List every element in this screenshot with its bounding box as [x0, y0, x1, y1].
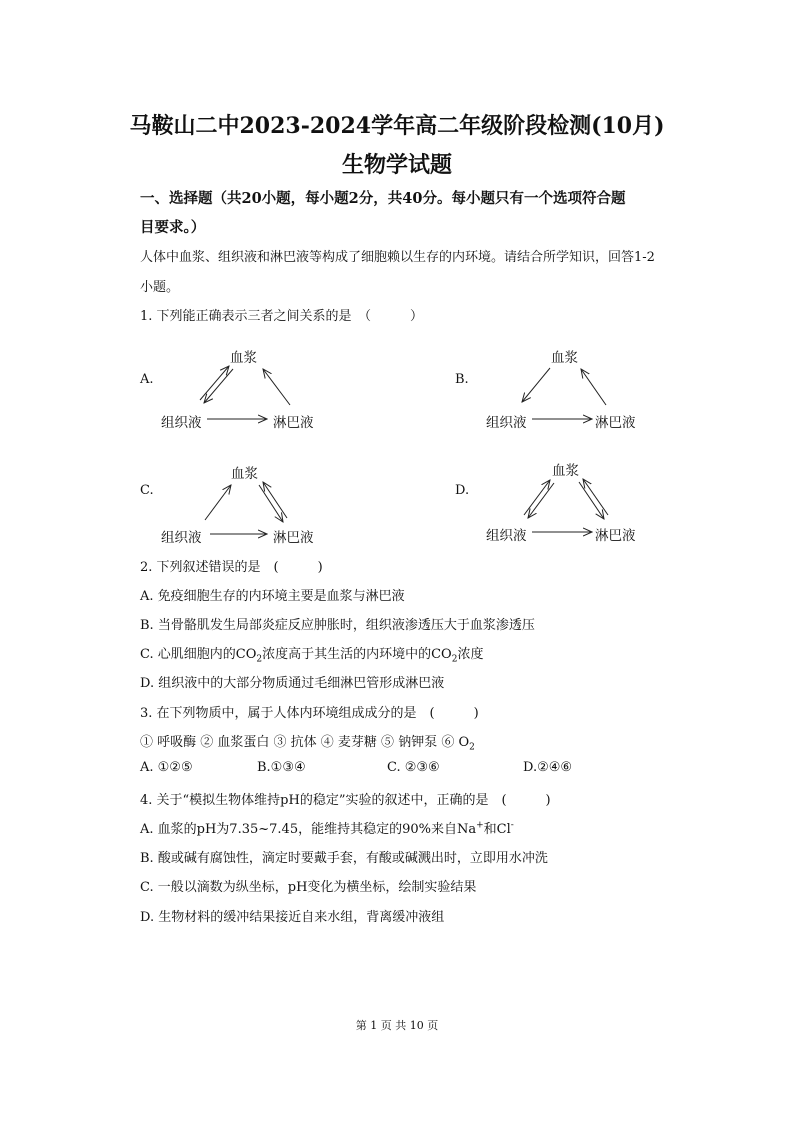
q1-option-a-label: A.	[140, 372, 154, 387]
arrow-lymph-to-plasma	[583, 479, 608, 515]
node-lymph: 淋巴液	[595, 415, 636, 431]
arrow-plasma-to-tissue	[204, 369, 233, 403]
arrow-plasma-to-tissue	[528, 483, 554, 518]
q3-option-a: A. ①②⑤	[140, 760, 193, 775]
q3-stem: 3. 在下列物质中，属于人体内环境组成成分的是 ( )	[140, 706, 479, 721]
arrow-lymph-to-plasma	[581, 369, 606, 405]
q2-stem: 2. 下列叙述错误的是 ( )	[140, 560, 323, 575]
section-heading-line2: 目要求。）	[140, 219, 206, 236]
arrow-lymph-to-plasma	[263, 369, 290, 405]
q1-option-c-label: C.	[140, 483, 154, 498]
q4-stem: 4. 关于“模拟生物体维持pH的稳定”实验的叙述中，正确的是 ( )	[140, 793, 551, 808]
arrow-tissue-to-plasma	[200, 366, 229, 400]
arrow-tissue-to-plasma	[524, 480, 550, 515]
q2-option-c: C. 心肌细胞内的$CO_2$浓度高于其生活的内环境中的$CO_2$浓度	[140, 647, 484, 665]
node-tissue-fluid: 组织液	[486, 528, 527, 544]
node-lymph: 淋巴液	[595, 528, 636, 544]
arrow-plasma-to-tissue	[522, 368, 550, 402]
q4-option-c: C. 一般以滴数为纵坐标，pH变化为横坐标，绘制实验结果	[140, 880, 477, 895]
arrow-plasma-to-lymph	[579, 482, 604, 519]
node-tissue-fluid: 组织液	[161, 415, 202, 431]
node-plasma: 血浆	[552, 463, 579, 479]
node-tissue-fluid: 组织液	[486, 415, 527, 431]
arrow-plasma-to-lymph	[259, 485, 283, 522]
exam-title: 马鞍山二中2023-2024学年高二年级阶段检测(10月)	[129, 113, 665, 139]
node-plasma: 血浆	[230, 350, 257, 366]
q3-items: ① 呼吸酶 ② 血浆蛋白 ③ 抗体 ④ 麦芽糖 ⑤ 钠钾泵 ⑥ $O_2$	[140, 735, 475, 753]
intro-line1: 人体中血浆、组织液和淋巴液等构成了细胞赖以生存的内环境。请结合所学知识，回答1-2	[140, 250, 655, 265]
q1-option-d-diagram	[480, 455, 680, 555]
q1-option-b-diagram	[480, 342, 680, 442]
intro-line2: 小题。	[140, 280, 180, 295]
q3-option-c: C. ②③⑥	[387, 760, 440, 775]
q1-option-a-diagram	[155, 342, 355, 442]
q4-option-b: B. 酸或碱有腐蚀性，滴定时要戴手套，有酸或碱溅出时，立即用水冲洗	[140, 851, 548, 866]
arrow-tissue-to-plasma	[205, 485, 231, 520]
node-plasma: 血浆	[231, 466, 258, 482]
q1-option-b-label: B.	[455, 372, 469, 387]
q1-option-d-label: D.	[455, 483, 470, 498]
q1-option-c-diagram	[155, 458, 355, 558]
q2-option-d: D. 组织液中的大部分物质通过毛细淋巴管形成淋巴液	[140, 676, 445, 691]
section-heading-line1: 一、选择题（共20小题，每小题2分，共40分。每小题只有一个选项符合题	[140, 190, 626, 207]
q2-option-a: A. 免疫细胞生存的内环境主要是血浆与淋巴液	[140, 589, 405, 604]
node-plasma: 血浆	[551, 350, 578, 366]
q4-option-d: D. 生物材料的缓冲结果接近自来水组，背离缓冲液组	[140, 910, 445, 925]
node-lymph: 淋巴液	[273, 530, 314, 546]
q3-option-b: B.①③④	[257, 760, 306, 775]
arrow-lymph-to-plasma	[263, 482, 287, 518]
node-tissue-fluid: 组织液	[161, 530, 202, 546]
exam-subtitle: 生物学试题	[341, 152, 452, 178]
page-footer: 第 1 页 共 10 页	[355, 1019, 439, 1032]
q1-stem: 1. 下列能正确表示三者之间关系的是 （ ）	[140, 309, 424, 324]
node-lymph: 淋巴液	[273, 415, 314, 431]
q4-option-a: A. 血浆的pH为7.35~7.45，能维持其稳定的90%来自Na+和Cl-	[140, 820, 514, 837]
q2-option-b: B. 当骨骼肌发生局部炎症反应肿胀时，组织液渗透压大于血浆渗透压	[140, 618, 535, 633]
q3-option-d: D.②④⑥	[523, 760, 573, 775]
